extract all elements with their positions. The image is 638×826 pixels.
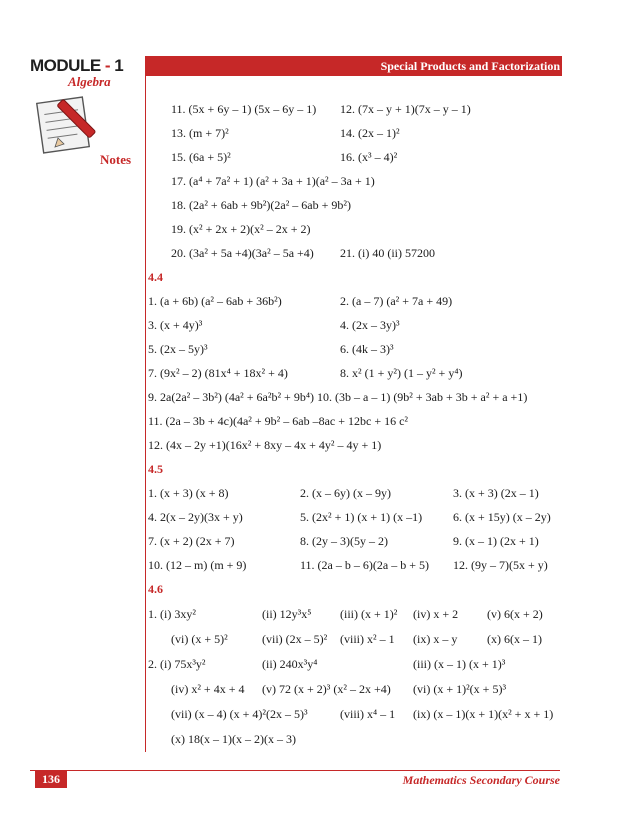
section-heading: 4.5	[148, 462, 163, 476]
notes-label: Notes	[100, 152, 132, 167]
answer-item: (vi) (x + 5)²	[171, 632, 228, 646]
answer-item: 10. (12 – m) (m + 9)	[148, 558, 247, 572]
answer-item: (vii) (2x – 5)²	[262, 632, 328, 646]
answer-item: 11. (2a – b – 6)(2a – b + 5)	[300, 558, 429, 572]
answer-item: 11. (5x + 6y – 1) (5x – 6y – 1)	[171, 102, 317, 116]
answer-item: 19. (x² + 2x + 2)(x² – 2x + 2)	[171, 222, 311, 236]
answer-item: (ii) 12y³x⁵	[262, 607, 312, 621]
answer-item: (iv) x² + 4x + 4	[171, 682, 245, 696]
answer-item: 3. (x + 3) (2x – 1)	[453, 486, 539, 500]
answer-item: (viii) x² – 1	[340, 632, 395, 646]
answer-item: 1. (a + 6b) (a² – 6ab + 36b²)	[148, 294, 282, 308]
subject-label: Algebra	[68, 74, 111, 89]
answer-item: 8. x² (1 + y²) (1 – y² + y⁴)	[340, 366, 463, 380]
section-heading: 4.6	[148, 582, 163, 596]
answer-item: (ix) (x – 1)(x + 1)(x² + x + 1)	[413, 707, 554, 721]
answer-item: 5. (2x – 5y)³	[148, 342, 208, 356]
answer-item: 7. (9x² – 2) (81x⁴ + 18x² + 4)	[148, 366, 288, 380]
answer-item: (x) 6(x – 1)	[487, 632, 542, 646]
answer-item: 2. (x – 6y) (x – 9y)	[300, 486, 391, 500]
answer-item: 21. (i) 40 (ii) 57200	[340, 246, 435, 260]
answer-item: 11. (2a – 3b + 4c)(4a² + 9b² – 6ab –8ac + 12bc + 16 c²	[148, 414, 409, 428]
answer-item: 18. (2a² + 6ab + 9b²)(2a² – 6ab + 9b²)	[171, 198, 351, 212]
answer-item: 2. (a – 7) (a² + 7a + 49)	[340, 294, 453, 308]
answer-item: 1. (x + 3) (x + 8)	[148, 486, 229, 500]
answer-item: 12. (4x – 2y +1)(16x² + 8xy – 4x + 4y² – 4y + 1)	[148, 438, 382, 452]
answer-item: 4. (2x – 3y)³	[340, 318, 400, 332]
module-label	[30, 56, 123, 76]
module-word: MODULE	[30, 56, 101, 75]
section-heading: 4.4	[148, 270, 163, 284]
answer-item: 12. (9y – 7)(5x + y)	[453, 558, 548, 572]
answer-item: (iv) x + 2	[413, 607, 459, 621]
answer-item: 6. (4k – 3)³	[340, 342, 394, 356]
answer-item: 2. (i) 75x³y²	[148, 657, 206, 671]
answer-item: 17. (a⁴ + 7a² + 1) (a² + 3a + 1)(a² – 3a + 1)	[171, 174, 375, 188]
answer-item: 15. (6a + 5)²	[171, 150, 231, 164]
answer-item: 12. (7x – y + 1)(7x – y – 1)	[340, 102, 471, 116]
answer-item: 9. 2a(2a² – 3b²) (4a² + 6a²b² + 9b⁴) 10. (3b – a – 1) (9b² + 3ab + 3b + a² + a +1)	[148, 390, 528, 404]
course-title: Mathematics Secondary Course	[402, 773, 560, 787]
chapter-title: Special Products and Factorization	[380, 59, 560, 73]
answer-item: 5. (2x² + 1) (x + 1) (x –1)	[300, 510, 423, 524]
answer-item: (vii) (x – 4) (x + 4)²(2x – 5)³	[171, 707, 308, 721]
answer-item: (vi) (x + 1)²(x + 5)³	[413, 682, 507, 696]
answer-item: 16. (x³ – 4)²	[340, 150, 398, 164]
answer-item: 13. (m + 7)²	[171, 126, 229, 140]
answer-item: (viii) x⁴ – 1	[340, 707, 396, 721]
answer-item: (v) 72 (x + 2)³ (x² – 2x +4)	[262, 682, 391, 696]
answer-item: 4. 2(x – 2y)(3x + y)	[148, 510, 243, 524]
answer-item: 9. (x – 1) (2x + 1)	[453, 534, 539, 548]
margin-divider	[145, 56, 146, 752]
answer-item: 8. (2y – 3)(5y – 2)	[300, 534, 388, 548]
footer-rule	[30, 770, 560, 771]
notepad-icon	[36, 92, 108, 156]
answer-item: (iii) (x + 1)²	[340, 607, 398, 621]
answer-item: (ix) x – y	[413, 632, 458, 646]
answer-item: 3. (x + 4y)³	[148, 318, 203, 332]
answer-item: (iii) (x – 1) (x + 1)³	[413, 657, 506, 671]
answer-item: (v) 6(x + 2)	[487, 607, 543, 621]
module-dash: -	[100, 56, 115, 75]
answer-item: (x) 18(x – 1)(x – 2)(x – 3)	[171, 732, 296, 746]
page-number: 136	[35, 771, 67, 788]
answer-item: (ii) 240x³y⁴	[262, 657, 318, 671]
answer-item: 7. (x + 2) (2x + 7)	[148, 534, 235, 548]
module-number: 1	[114, 56, 124, 75]
answer-item: 1. (i) 3xy²	[148, 607, 196, 621]
answer-item: 6. (x + 15y) (x – 2y)	[453, 510, 551, 524]
answer-item: 20. (3a² + 5a +4)(3a² – 5a +4)	[171, 246, 314, 260]
answer-item: 14. (2x – 1)²	[340, 126, 400, 140]
